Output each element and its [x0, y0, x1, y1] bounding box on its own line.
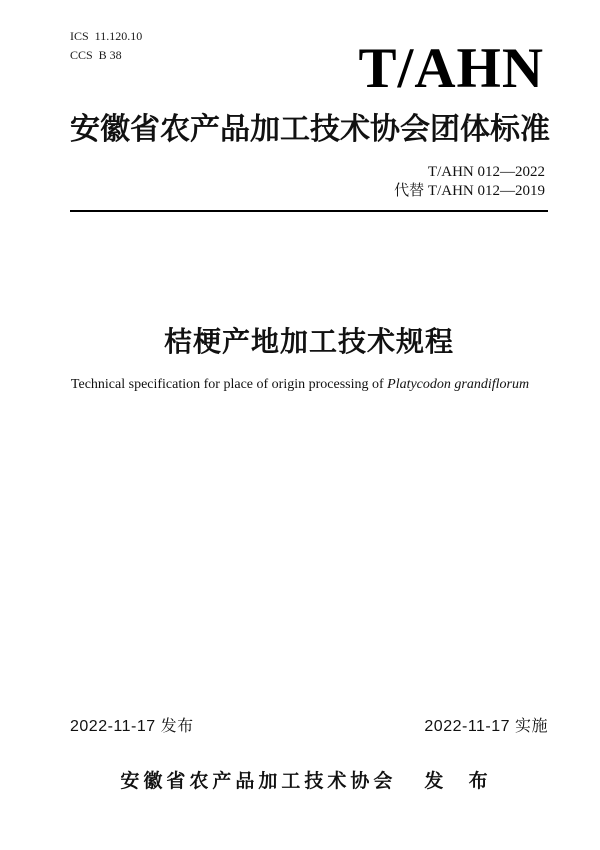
document-title: 桔梗产地加工技术规程	[163, 326, 454, 357]
species-name: Platycodon grandiflorum	[387, 377, 530, 392]
ics-code: ICS 11.120.10	[70, 29, 143, 43]
ccs-code: CCS B 38	[70, 48, 122, 62]
publisher-name: 安徽省农产品加工技术协会	[120, 771, 397, 792]
superseded-standard: 代替 T/AHN 012—2019	[394, 183, 545, 199]
dates-row	[70, 713, 548, 736]
implementation-date: 2022-11-17 实施	[424, 718, 548, 735]
issue-date: 2022-11-17 发布	[70, 718, 194, 735]
publish-action-label: 发 布	[424, 771, 498, 792]
header-divider-rule	[70, 210, 548, 212]
standard-body-logo: T/AHN	[358, 37, 544, 100]
association-banner: 安徽省农产品加工技术协会团体标准	[70, 113, 550, 146]
standard-number-block	[394, 163, 545, 201]
english-title-text: Technical specification for place of origin processing of	[70, 377, 388, 392]
publisher-row	[70, 766, 548, 793]
document-title-english	[35, 377, 565, 393]
standard-number: T/AHN 012—2022	[427, 164, 545, 180]
